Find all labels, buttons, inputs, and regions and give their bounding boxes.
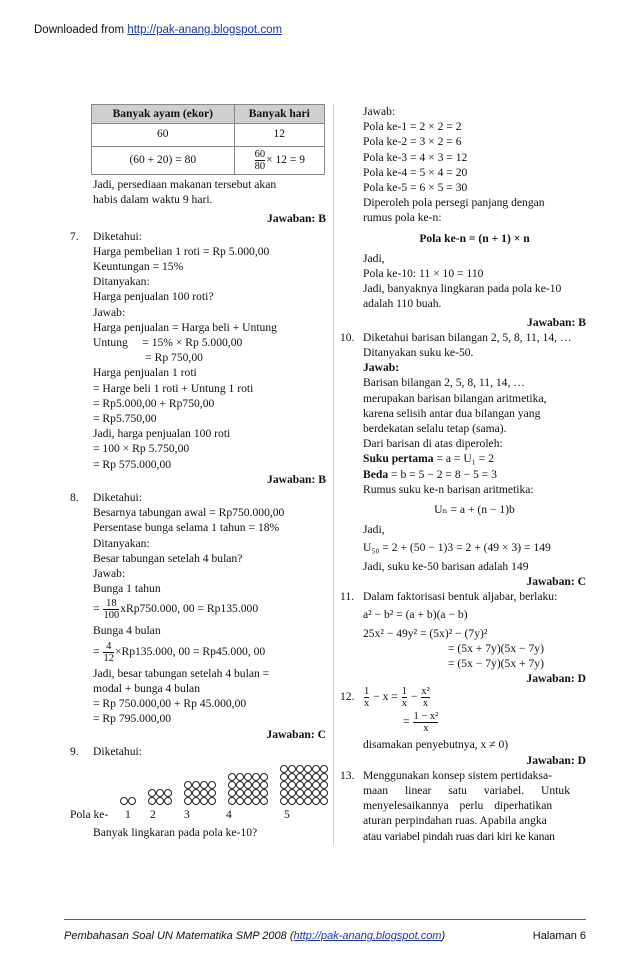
text-line: Banyak lingkaran pada pola ke-10? xyxy=(93,825,258,839)
question-number: 9. xyxy=(70,744,79,758)
text-line: Jadi, xyxy=(363,251,385,265)
answer-label: Jawaban: D xyxy=(526,672,586,686)
text-line: Harga penjualan 100 roti? xyxy=(93,290,214,304)
text-line: Pola ke-1 = 2 × 2 = 2 xyxy=(363,120,462,134)
text-line: = Rp 575.000,00 xyxy=(93,457,172,471)
text-line: Ditanyakan suku ke-50. xyxy=(363,346,474,360)
text-line: atau variabel pindah ruas dari kiri ke kanan xyxy=(363,829,555,843)
text-line: Pola ke-5 = 6 × 5 = 30 xyxy=(363,181,468,195)
text-line: = Rp5.750,00 xyxy=(93,412,157,426)
text-line: Jadi, suku ke-50 barisan adalah 149 xyxy=(363,559,529,573)
question-8: 8. Diketahui: Besarnya tabungan awal = Rp750.000,00 Persentase bunga selama 1 tahun = 18% Ditanyakan: Besar tabungan setelah 4 bulan? Jawab: Bunga 1 tahun = $\frac{18}{100}$ xRp750.000, 00 = Rp135.000 Bunga 4 bulan = $\frac{4}{12}$ ×Rp135.000, 00 = Rp45.000, 00 Jadi, besar tabungan setelah 4 bulan = modal + bunga 4 bulan = Rp 750.000,00 + Rp 45.000,00 = Rp 795.000,00 xyxy=(70,490,326,726)
pattern-3 xyxy=(184,781,216,805)
text-line: Jadi, persediaan makanan tersebut akan xyxy=(93,178,277,191)
equation: = $\frac{\text{1 − x²}}{x}$ xyxy=(403,711,439,735)
question-13: 13. Menggunakan konsep sistem pertidaksa- maan linear satu variabel. Untuk menyelesaikannya perlu diperhatikan aturan perpindahan ruas. Apabila angka atau variabel pindah ruas dari kiri ke kanan xyxy=(340,768,586,844)
text-line: rumus pola ke-n: xyxy=(363,211,442,225)
source-link[interactable]: http://pak-anang.blogspot.com xyxy=(127,24,283,36)
pattern-2 xyxy=(148,789,172,805)
question-9: 9. Diketahui: xyxy=(70,744,142,758)
left-column xyxy=(70,104,326,840)
column-divider xyxy=(333,104,334,845)
text-line: Besar tabungan setelah 4 bulan? xyxy=(93,551,243,565)
text-line: adalah 110 buah. xyxy=(363,297,442,311)
text-line: Pola ke-3 = 4 × 3 = 12 xyxy=(363,150,468,164)
text-line: Jawab: xyxy=(363,105,396,118)
question-7: 7. Diketahui: Harga pembelian 1 roti = Rp 5.000,00 Keuntungan = 15% Ditanyakan: Harga penjualan 100 roti? Jawab: Harga penjualan = Harga beli + Untung Untung = 15% × Rp 5.000,00 = Rp 750,00 Harga penjualan 1 roti = Harge beli 1 roti + Untung 1 roti = Rp5.000,00 + Rp750,00 = Rp5.750,00 Jadi, harga penjualan 100 roti = 100 × Rp 5.750,00 = Rp 575.000,00 xyxy=(70,229,326,472)
text-line: disamakan penyebutnya, x ≠ 0) xyxy=(363,738,509,752)
equation: 25x² − 49y² = (5x)² − (7y)² xyxy=(363,626,488,640)
text-line: karena selisih antar dua bilangan yang xyxy=(363,406,541,420)
text-line: Besarnya tabungan awal = Rp750.000,00 xyxy=(93,506,285,520)
pattern-label: Pola ke- xyxy=(70,807,109,821)
text-line: Jadi, besar tabungan setelah 4 bulan = xyxy=(93,666,270,680)
question-10: 10. Diketahui barisan bilangan 2, 5, 8, 11, 14, … Ditanyakan suku ke-50. Jawab: Barisan bilangan 2, 5, 8, 11, 14, … merupakan barisan bilangan aritmetika, karena selisih antar dua bilangan yang berdekatan selalu tetap (sama). Dari barisan di atas diperoleh: Suku pertama = a = U₁ = 2 Beda = b = 5 − 2 = 8 − 5 = 3 Rumus suku ke-n barisan aritmetika: Uₙ = a + (n − 1)b Jadi, U₅₀ = 2 + (50 − 1)3 = 2 + (49 × 3) = 149 Jadi, suku ke-50 barisan adalah 149 xyxy=(340,330,586,574)
page-number: Halaman 6 xyxy=(532,930,586,942)
question-number: 12. xyxy=(340,690,355,704)
equation: = $\frac{18}{100}$ xRp750.000, 00 = Rp135.000 xyxy=(93,598,259,622)
text-line: Pola ke-10: 11 × 10 = 110 xyxy=(363,267,484,281)
equation: U₅₀ = 2 + (50 − 1)3 = 2 + (49 × 3) = 149 xyxy=(363,541,551,555)
text-line: Pola ke-2 = 3 × 2 = 6 xyxy=(363,135,462,149)
question-12: 12. $\frac{1}{x}$ − x = $\frac{1}{x}$ − $\frac{\text{x²}}{x}$ = $\frac{\text{1 − x²}}{x}$ disamakan penyebutnya, x ≠ 0) xyxy=(340,686,586,752)
answer-label: Jawaban: C xyxy=(266,727,326,741)
formula-un: Uₙ = a + (n − 1)b xyxy=(434,503,515,517)
text-line: Harga penjualan = Harga beli + Untung xyxy=(93,320,277,334)
text-line: = Harge beli 1 roti + Untung 1 roti xyxy=(93,381,254,395)
equation: = (5x − 7y)(5x + 7y) xyxy=(448,656,544,670)
text-line: Bunga 4 bulan xyxy=(93,624,161,638)
answer-label: Jawaban: B xyxy=(267,472,326,486)
text-line: Diperoleh pola persegi panjang dengan xyxy=(363,196,545,210)
pattern-5 xyxy=(280,765,328,805)
equation: a² − b² = (a + b)(a − b) xyxy=(363,608,468,622)
text-line: Barisan bilangan 2, 5, 8, 11, 14, … xyxy=(363,376,525,390)
text-line: = Rp 795.000,00 xyxy=(93,712,172,726)
question-number: 8. xyxy=(70,491,79,505)
text-line: modal + bunga 4 bulan xyxy=(93,681,200,695)
suku-pertama: Suku pertama = a = U₁ = 2 xyxy=(363,452,494,466)
text-line: Jawab: xyxy=(93,567,126,581)
fraction: $\frac{60}{80}$ xyxy=(254,149,266,172)
question-number: 7. xyxy=(70,229,79,243)
pattern-labels xyxy=(70,807,326,822)
text-line: = Rp 750.000,00 + Rp 45.000,00 xyxy=(93,697,247,711)
pattern-number: 3 xyxy=(184,807,190,821)
text-line: Pola ke-4 = 5 × 4 = 20 xyxy=(363,165,468,179)
text-line: = 100 × Rp 5.750,00 xyxy=(93,442,190,456)
right-column xyxy=(340,104,586,844)
ratio-table xyxy=(91,104,325,175)
text-line: aturan perpindahan ruas. Apabila angka xyxy=(363,814,547,828)
answer-label: Jawaban: B xyxy=(267,212,326,226)
answer-label: Jawaban: D xyxy=(526,753,586,767)
text-line: Jawab: xyxy=(363,361,400,375)
question-number: 10. xyxy=(340,330,355,344)
footer-link[interactable]: http://pak-anang.blogspot.com xyxy=(293,930,442,942)
text-line: berdekatan selalu tetap (sama). xyxy=(363,422,507,436)
pattern-1 xyxy=(120,797,136,805)
pattern-4 xyxy=(228,773,268,805)
table-header-ayam: Banyak ayam (ekor) xyxy=(92,105,235,124)
text-line: Rumus suku ke-n barisan aritmetika: xyxy=(363,482,534,496)
text-line: Dari barisan di atas diperoleh: xyxy=(363,437,503,451)
pattern-number: 1 xyxy=(125,807,131,821)
question-number: 13. xyxy=(340,768,355,782)
equation: = (5x + 7y)(5x − 7y) xyxy=(448,641,544,655)
text-line: Jadi, banyaknya lingkaran pada pola ke-10 xyxy=(363,282,562,296)
text-line: Bunga 1 tahun xyxy=(93,582,161,596)
text-line: Untung = 15% × Rp 5.000,00 xyxy=(93,336,243,350)
text-line: Harga penjualan 1 roti xyxy=(93,366,197,380)
equation: = $\frac{4}{12}$ ×Rp135.000, 00 = Rp45.000, 00 xyxy=(93,640,266,664)
download-source-line xyxy=(34,24,282,36)
text-line: Jawab: xyxy=(93,305,126,319)
answer-label: Jawaban: B xyxy=(527,315,586,329)
table-cell: (60 + 20) = 80 xyxy=(92,147,235,175)
text-line: merupakan barisan bilangan aritmetika, xyxy=(363,391,547,405)
text-line: Persentase bunga selama 1 tahun = 18% xyxy=(93,521,280,535)
text-line: = Rp 750,00 xyxy=(93,351,203,365)
question-11: 11. Dalam faktorisasi bentuk aljabar, berlaku: a² − b² = (a + b)(a − b) 25x² − 49y² = (5x)² − (7y)² = (5x + 7y)(5x − 7y) = (5x − 7y)(5x + 7y) xyxy=(340,589,586,671)
pattern-number: 5 xyxy=(284,807,290,821)
pattern-number: 2 xyxy=(150,807,156,821)
footer-text: Pembahasan Soal UN Matematika SMP 2008 ( xyxy=(64,930,294,942)
text-line: Jadi, harga penjualan 100 roti xyxy=(93,427,231,441)
text-line: = Rp5.000,00 + Rp750,00 xyxy=(93,396,215,410)
text-line: maan linear satu variabel. Untuk xyxy=(363,783,570,797)
table-cell: $\frac{60}{80}$ × 12 = 9 xyxy=(234,147,324,175)
text-line: Ditanyakan: xyxy=(93,275,150,289)
formula-pola: Pola ke-n = (n + 1) × n xyxy=(419,231,530,245)
table-header-hari: Banyak hari xyxy=(234,105,324,124)
pattern-number: 4 xyxy=(226,807,232,821)
text-line: Harga pembelian 1 roti = Rp 5.000,00 xyxy=(93,244,270,258)
page-footer: Pembahasan Soal UN Matematika SMP 2008 (http://pak-anang.blogspot.com) Halaman 6 xyxy=(64,919,586,942)
beda: Beda = b = 5 − 2 = 8 − 5 = 3 xyxy=(363,467,497,481)
download-prefix: Downloaded from xyxy=(34,24,128,36)
text-line: menyelesaikannya perlu diperhatikan xyxy=(363,799,553,813)
table-cell: 60 xyxy=(92,124,235,147)
text-line: habis dalam waktu 9 hari. xyxy=(93,193,213,207)
text-line: Jadi, xyxy=(363,523,385,537)
text-line: Ditanyakan: xyxy=(93,536,150,550)
question-number: 11. xyxy=(340,590,355,604)
text-line: Keuntungan = 15% xyxy=(93,260,184,274)
answer-label: Jawaban: C xyxy=(526,574,586,588)
circle-pattern-figure xyxy=(120,765,326,805)
table-cell: 12 xyxy=(234,124,324,147)
